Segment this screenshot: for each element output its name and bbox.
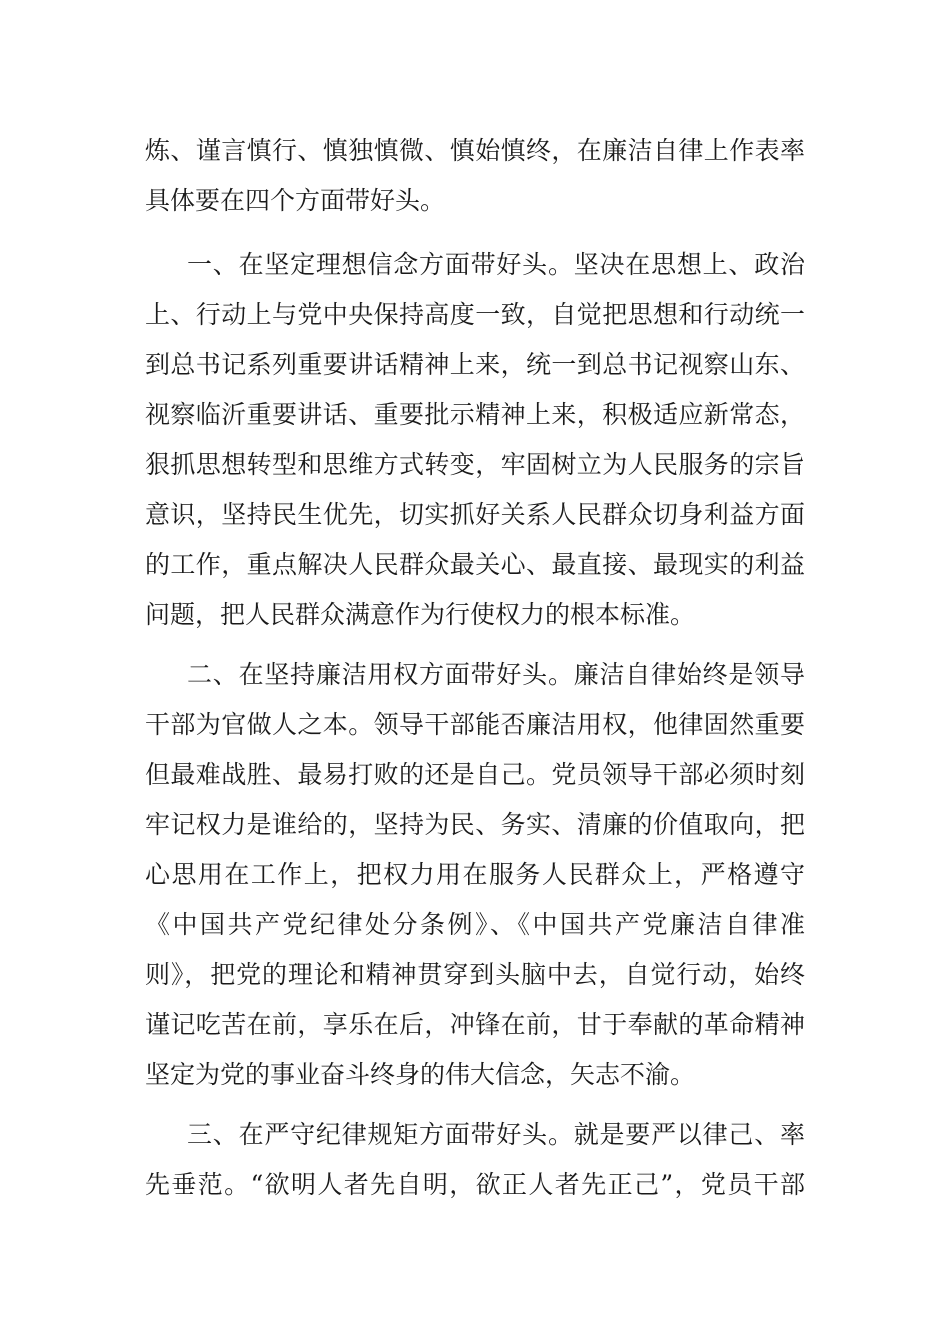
paragraph-continuation — [145, 126, 805, 226]
text-line: 谨记吃苦在前，享乐在后，冲锋在前，甘于奉献的革命精神 — [145, 1010, 805, 1039]
text-line: 到总书记系列重要讲话精神上来，统一到总书记视察山东、 — [145, 350, 805, 379]
text-line: 心思用在工作上，把权力用在服务人民群众上，严格遵守 — [145, 860, 805, 889]
text-line: 问题，把人民群众满意作为行使权力的根本标准。 — [145, 600, 696, 629]
text-line: 但最难战胜、最易打败的还是自己。党员领导干部必须时刻 — [145, 760, 805, 789]
text-line: 一、在坚定理想信念方面带好头。坚决在思想上、政治 — [187, 250, 805, 279]
text-line: 先垂范。“欲明人者先自明，欲正人者先正己”，党员干部 — [145, 1170, 805, 1199]
text-line: 三、在严守纪律规矩方面带好头。就是要严以律己、率 — [187, 1120, 805, 1149]
text-line: 意识，坚持民生优先，切实抓好关系人民群众切身利益方面 — [145, 500, 805, 529]
paragraph-point-two — [145, 650, 805, 1100]
text-line: 上、行动上与党中央保持高度一致，自觉把思想和行动统一 — [145, 300, 805, 329]
paragraph-point-three — [145, 1110, 805, 1210]
text-line: 牢记权力是谁给的，坚持为民、务实、清廉的价值取向，把 — [145, 810, 805, 839]
text-line: 坚定为党的事业奋斗终身的伟大信念，矢志不渝。 — [145, 1060, 696, 1089]
text-line: 干部为官做人之本。领导干部能否廉洁用权，他律固然重要 — [145, 710, 805, 739]
text-line: 视察临沂重要讲话、重要批示精神上来，积极适应新常态， — [145, 400, 805, 429]
text-line: 炼、谨言慎行、慎独慎微、慎始慎终，在廉洁自律上作表率 — [145, 136, 805, 165]
text-line: 的工作，重点解决人民群众最关心、最直接、最现实的利益 — [145, 550, 805, 579]
text-line: 二、在坚持廉洁用权方面带好头。廉洁自律始终是领导 — [187, 660, 805, 689]
paragraph-point-one — [145, 240, 805, 640]
text-line: 则》，把党的理论和精神贯穿到头脑中去，自觉行动，始终 — [145, 960, 805, 989]
text-line: 《中国共产党纪律处分条例》、《中国共产党廉洁自律准 — [145, 910, 805, 939]
text-line: 具体要在四个方面带好头。 — [145, 186, 446, 215]
text-line: 狠抓思想转型和思维方式转变，牢固树立为人民服务的宗旨 — [145, 450, 805, 479]
